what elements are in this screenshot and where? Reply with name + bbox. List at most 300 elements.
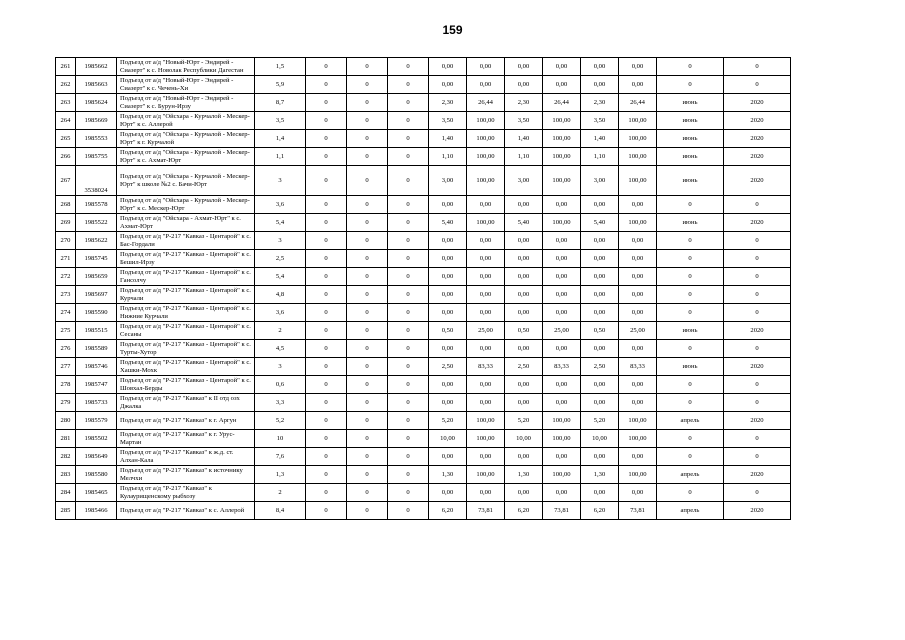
year-col-cell: 0	[724, 58, 791, 76]
road-code-cell: 1985622	[76, 232, 117, 250]
value-col-7-cell: 0	[388, 340, 429, 358]
value-col-6-cell: 0	[347, 268, 388, 286]
percent-col-9-cell: 0,00	[467, 394, 505, 412]
length-km-cell: 1,4	[255, 130, 306, 148]
value-col-7-cell: 0	[388, 112, 429, 130]
value-col-6-cell: 0	[347, 484, 388, 502]
percent-col-11-cell: 0,00	[543, 232, 581, 250]
road-name-cell: Подъезд от а/д "Р-217 "Кавказ - Центарой" к с. Бас-Гордали	[117, 232, 255, 250]
value-col-10-cell: 0,00	[505, 448, 543, 466]
table-row	[56, 58, 791, 76]
road-name-cell: Подъезд от а/д "Ойсхара - Курчалой - Мескер-Юрт" к с. Ахмат-Юрт	[117, 148, 255, 166]
length-km-cell: 1,1	[255, 148, 306, 166]
year-col-cell: 2020	[724, 322, 791, 340]
value-col-8-cell: 10,00	[429, 430, 467, 448]
value-col-12-cell: 0,00	[581, 448, 619, 466]
value-col-5-cell: 0	[306, 286, 347, 304]
year-col-cell: 2020	[724, 412, 791, 430]
road-name-cell: Подъезд от а/д "Р-217 "Кавказ" к г. Аргун	[117, 412, 255, 430]
value-col-8-cell: 0,00	[429, 250, 467, 268]
percent-col-11-cell: 0,00	[543, 304, 581, 322]
value-col-6-cell: 0	[347, 502, 388, 520]
percent-col-9-cell: 0,00	[467, 448, 505, 466]
percent-col-13-cell: 0,00	[619, 448, 657, 466]
value-col-8-cell: 0,00	[429, 232, 467, 250]
value-col-8-cell: 0,00	[429, 394, 467, 412]
value-col-7-cell: 0	[388, 484, 429, 502]
row-number-cell: 275	[56, 322, 76, 340]
month-col-cell: 0	[657, 76, 724, 94]
percent-col-13-cell: 0,00	[619, 394, 657, 412]
value-col-12-cell: 0,00	[581, 58, 619, 76]
road-name-cell: Подъезд от а/д "Р-217 "Кавказ" к II отд озх Джалка	[117, 394, 255, 412]
year-col-cell: 0	[724, 430, 791, 448]
table-row	[56, 196, 791, 214]
road-name-cell: Подъезд от а/д "Р-217 "Кавказ" к ж.д. ст. Алхан-Кала	[117, 448, 255, 466]
road-name-cell: Подъезд от а/д "Р-217 "Кавказ - Центарой" к с. Курчали	[117, 286, 255, 304]
row-number-cell: 283	[56, 466, 76, 484]
value-col-5-cell: 0	[306, 322, 347, 340]
percent-col-13-cell: 0,00	[619, 304, 657, 322]
road-code-cell: 1985663	[76, 76, 117, 94]
percent-col-9-cell: 0,00	[467, 76, 505, 94]
year-col-cell: 2020	[724, 112, 791, 130]
percent-col-9-cell: 100,00	[467, 466, 505, 484]
road-code-cell: 1985466	[76, 502, 117, 520]
length-km-cell: 3,6	[255, 304, 306, 322]
value-col-6-cell: 0	[347, 232, 388, 250]
row-number-cell: 261	[56, 58, 76, 76]
value-col-7-cell: 0	[388, 58, 429, 76]
length-km-cell: 2,5	[255, 250, 306, 268]
road-code-cell: 1985745	[76, 250, 117, 268]
road-name-cell: Подъезд от а/д "Ойсхара - Курчалой - Мескер-Юрт" к с. Мескер-Юрт	[117, 196, 255, 214]
value-col-10-cell: 0,00	[505, 196, 543, 214]
value-col-7-cell: 0	[388, 250, 429, 268]
percent-col-9-cell: 0,00	[467, 286, 505, 304]
value-col-7-cell: 0	[388, 94, 429, 112]
value-col-6-cell: 0	[347, 196, 388, 214]
month-col-cell: 0	[657, 394, 724, 412]
table-row	[56, 304, 791, 322]
percent-col-9-cell: 0,00	[467, 376, 505, 394]
value-col-8-cell: 3,00	[429, 166, 467, 196]
year-col-cell: 0	[724, 340, 791, 358]
month-col-cell: 0	[657, 430, 724, 448]
row-number-cell: 278	[56, 376, 76, 394]
value-col-10-cell: 0,00	[505, 250, 543, 268]
table-row	[56, 214, 791, 232]
road-name-cell: Подъезд от а/д "Р-217 "Кавказ - Центарой" к с. Гансолчу	[117, 268, 255, 286]
percent-col-9-cell: 100,00	[467, 148, 505, 166]
length-km-cell: 3	[255, 232, 306, 250]
year-col-cell: 0	[724, 286, 791, 304]
table-row	[56, 322, 791, 340]
length-km-cell: 1,5	[255, 58, 306, 76]
length-km-cell: 8,4	[255, 502, 306, 520]
value-col-10-cell: 2,30	[505, 94, 543, 112]
value-col-6-cell: 0	[347, 166, 388, 196]
percent-col-13-cell: 73,81	[619, 502, 657, 520]
month-col-cell: апрель	[657, 466, 724, 484]
road-code-cell: 1985746	[76, 358, 117, 376]
row-number-cell: 272	[56, 268, 76, 286]
value-col-6-cell: 0	[347, 130, 388, 148]
value-col-7-cell: 0	[388, 466, 429, 484]
road-code-cell: 1985733	[76, 394, 117, 412]
value-col-12-cell: 1,10	[581, 148, 619, 166]
length-km-cell: 5,9	[255, 76, 306, 94]
percent-col-11-cell: 100,00	[543, 166, 581, 196]
value-col-12-cell: 5,20	[581, 412, 619, 430]
value-col-12-cell: 0,00	[581, 196, 619, 214]
road-name-cell: Подъезд от а/д "Р-217 "Кавказ - Центарой" к с. Сесаны	[117, 322, 255, 340]
month-col-cell: 0	[657, 268, 724, 286]
month-col-cell: июнь	[657, 322, 724, 340]
value-col-5-cell: 0	[306, 148, 347, 166]
percent-col-9-cell: 100,00	[467, 166, 505, 196]
value-col-5-cell: 0	[306, 214, 347, 232]
percent-col-9-cell: 83,33	[467, 358, 505, 376]
length-km-cell: 1,3	[255, 466, 306, 484]
value-col-6-cell: 0	[347, 214, 388, 232]
value-col-10-cell: 0,00	[505, 376, 543, 394]
month-col-cell: июнь	[657, 358, 724, 376]
value-col-7-cell: 0	[388, 196, 429, 214]
value-col-5-cell: 0	[306, 412, 347, 430]
road-name-cell: Подъезд от а/д "Р-217 "Кавказ" к г. Урус-Мартан	[117, 430, 255, 448]
month-col-cell: июнь	[657, 112, 724, 130]
value-col-8-cell: 1,10	[429, 148, 467, 166]
percent-col-13-cell: 25,00	[619, 322, 657, 340]
road-name-cell: Подъезд от а/д "Ойсхара - Курчалой - Мескер-Юрт" к г. Курчалой	[117, 130, 255, 148]
percent-col-9-cell: 25,00	[467, 322, 505, 340]
value-col-7-cell: 0	[388, 412, 429, 430]
value-col-6-cell: 0	[347, 148, 388, 166]
row-number-cell: 273	[56, 286, 76, 304]
percent-col-13-cell: 100,00	[619, 148, 657, 166]
value-col-6-cell: 0	[347, 430, 388, 448]
road-name-cell: Подъезд от а/д "Р-217 "Кавказ" к с. Аллерой	[117, 502, 255, 520]
row-number-cell: 270	[56, 232, 76, 250]
value-col-7-cell: 0	[388, 448, 429, 466]
table-row	[56, 94, 791, 112]
value-col-8-cell: 2,30	[429, 94, 467, 112]
year-col-cell: 2020	[724, 130, 791, 148]
road-code-cell: 1985578	[76, 196, 117, 214]
percent-col-13-cell: 100,00	[619, 112, 657, 130]
month-col-cell: июнь	[657, 148, 724, 166]
road-code-cell: 1985502	[76, 430, 117, 448]
length-km-cell: 10	[255, 430, 306, 448]
month-col-cell: 0	[657, 340, 724, 358]
value-col-12-cell: 0,00	[581, 340, 619, 358]
month-col-cell: 0	[657, 484, 724, 502]
percent-col-13-cell: 100,00	[619, 466, 657, 484]
value-col-10-cell: 2,50	[505, 358, 543, 376]
value-col-10-cell: 1,30	[505, 466, 543, 484]
value-col-10-cell: 0,00	[505, 268, 543, 286]
value-col-7-cell: 0	[388, 232, 429, 250]
percent-col-13-cell: 0,00	[619, 232, 657, 250]
year-col-cell: 2020	[724, 148, 791, 166]
value-col-8-cell: 0,00	[429, 304, 467, 322]
road-code-cell: 1985649	[76, 448, 117, 466]
value-col-12-cell: 0,00	[581, 394, 619, 412]
percent-col-9-cell: 0,00	[467, 304, 505, 322]
percent-col-11-cell: 73,81	[543, 502, 581, 520]
road-code-cell: 1985659	[76, 268, 117, 286]
percent-col-11-cell: 100,00	[543, 148, 581, 166]
value-col-12-cell: 0,50	[581, 322, 619, 340]
table-body	[56, 58, 791, 520]
value-col-12-cell: 3,00	[581, 166, 619, 196]
value-col-8-cell: 0,00	[429, 196, 467, 214]
percent-col-13-cell: 0,00	[619, 76, 657, 94]
year-col-cell: 0	[724, 376, 791, 394]
value-col-12-cell: 1,40	[581, 130, 619, 148]
road-name-cell: Подъезд от а/д "Р-217 "Кавказ - Центарой" к с. Бешил-Ирзу	[117, 250, 255, 268]
value-col-8-cell: 1,30	[429, 466, 467, 484]
value-col-10-cell: 0,00	[505, 232, 543, 250]
value-col-12-cell: 0,00	[581, 250, 619, 268]
percent-col-9-cell: 0,00	[467, 232, 505, 250]
length-km-cell: 3,5	[255, 112, 306, 130]
value-col-6-cell: 0	[347, 58, 388, 76]
value-col-6-cell: 0	[347, 76, 388, 94]
length-km-cell: 2	[255, 322, 306, 340]
percent-col-11-cell: 100,00	[543, 430, 581, 448]
road-code-cell: 1985553	[76, 130, 117, 148]
percent-col-13-cell: 0,00	[619, 340, 657, 358]
year-col-cell: 0	[724, 196, 791, 214]
percent-col-11-cell: 25,00	[543, 322, 581, 340]
value-col-8-cell: 5,20	[429, 412, 467, 430]
value-col-12-cell: 0,00	[581, 232, 619, 250]
road-name-cell: Подъезд от а/д "Новый-Юрт - Эндирей - Сиазерт" к с. Бурун-Ирзу	[117, 94, 255, 112]
value-col-7-cell: 0	[388, 214, 429, 232]
percent-col-9-cell: 26,44	[467, 94, 505, 112]
value-col-5-cell: 0	[306, 166, 347, 196]
road-code-cell: 1985755	[76, 148, 117, 166]
row-number-cell: 276	[56, 340, 76, 358]
percent-col-11-cell: 0,00	[543, 268, 581, 286]
table-row	[56, 130, 791, 148]
table-row	[56, 394, 791, 412]
value-col-5-cell: 0	[306, 484, 347, 502]
value-col-5-cell: 0	[306, 250, 347, 268]
row-number-cell: 268	[56, 196, 76, 214]
value-col-12-cell: 2,50	[581, 358, 619, 376]
value-col-7-cell: 0	[388, 358, 429, 376]
table-row	[56, 340, 791, 358]
value-col-10-cell: 0,50	[505, 322, 543, 340]
percent-col-9-cell: 100,00	[467, 430, 505, 448]
percent-col-11-cell: 0,00	[543, 76, 581, 94]
value-col-6-cell: 0	[347, 394, 388, 412]
percent-col-9-cell: 0,00	[467, 58, 505, 76]
value-col-7-cell: 0	[388, 130, 429, 148]
value-col-5-cell: 0	[306, 232, 347, 250]
value-col-8-cell: 0,00	[429, 268, 467, 286]
value-col-8-cell: 0,00	[429, 484, 467, 502]
percent-col-9-cell: 0,00	[467, 250, 505, 268]
row-number-cell: 280	[56, 412, 76, 430]
percent-col-11-cell: 100,00	[543, 466, 581, 484]
value-col-5-cell: 0	[306, 502, 347, 520]
table-row	[56, 430, 791, 448]
road-name-cell: Подъезд от а/д "Р-217 "Кавказ - Центарой" к с. Хашки-Мохк	[117, 358, 255, 376]
value-col-8-cell: 0,00	[429, 286, 467, 304]
month-col-cell: апрель	[657, 412, 724, 430]
length-km-cell: 7,6	[255, 448, 306, 466]
percent-col-9-cell: 100,00	[467, 130, 505, 148]
road-name-cell: Подъезд от а/д "Новый-Юрт - Эндирей - Сиазерт" к с. Чечень-Хи	[117, 76, 255, 94]
value-col-5-cell: 0	[306, 394, 347, 412]
table-row	[56, 76, 791, 94]
value-col-7-cell: 0	[388, 394, 429, 412]
row-number-cell: 263	[56, 94, 76, 112]
length-km-cell: 0,6	[255, 376, 306, 394]
table-row	[56, 268, 791, 286]
value-col-8-cell: 0,00	[429, 58, 467, 76]
length-km-cell: 5,2	[255, 412, 306, 430]
year-col-cell: 2020	[724, 502, 791, 520]
row-number-cell: 269	[56, 214, 76, 232]
value-col-6-cell: 0	[347, 94, 388, 112]
year-col-cell: 2020	[724, 466, 791, 484]
percent-col-9-cell: 0,00	[467, 196, 505, 214]
percent-col-11-cell: 26,44	[543, 94, 581, 112]
percent-col-13-cell: 100,00	[619, 130, 657, 148]
road-name-cell: Подъезд от а/д "Ойсхара - Курчалой - Мескер-Юрт" к с. Аллерой	[117, 112, 255, 130]
year-col-cell: 0	[724, 268, 791, 286]
row-number-cell: 277	[56, 358, 76, 376]
row-number-cell: 271	[56, 250, 76, 268]
value-col-5-cell: 0	[306, 430, 347, 448]
length-km-cell: 4,8	[255, 286, 306, 304]
table-row	[56, 232, 791, 250]
table-row	[56, 250, 791, 268]
value-col-5-cell: 0	[306, 94, 347, 112]
value-col-12-cell: 5,40	[581, 214, 619, 232]
month-col-cell: июнь	[657, 166, 724, 196]
road-name-cell: Подъезд от а/д "Новый-Юрт - Эндирей - Сиазерт" к с. Новолак Республики Дагестан	[117, 58, 255, 76]
value-col-5-cell: 0	[306, 304, 347, 322]
value-col-5-cell: 0	[306, 196, 347, 214]
row-number-cell: 284	[56, 484, 76, 502]
row-number-cell: 265	[56, 130, 76, 148]
value-col-12-cell: 0,00	[581, 286, 619, 304]
percent-col-11-cell: 0,00	[543, 394, 581, 412]
percent-col-11-cell: 0,00	[543, 448, 581, 466]
month-col-cell: апрель	[657, 502, 724, 520]
percent-col-13-cell: 26,44	[619, 94, 657, 112]
percent-col-13-cell: 0,00	[619, 196, 657, 214]
month-col-cell: 0	[657, 58, 724, 76]
percent-col-9-cell: 100,00	[467, 412, 505, 430]
row-number-cell: 285	[56, 502, 76, 520]
year-col-cell: 2020	[724, 166, 791, 196]
value-col-8-cell: 0,00	[429, 76, 467, 94]
value-col-7-cell: 0	[388, 430, 429, 448]
value-col-5-cell: 0	[306, 448, 347, 466]
row-number-cell: 274	[56, 304, 76, 322]
value-col-10-cell: 0,00	[505, 58, 543, 76]
row-number-cell: 282	[56, 448, 76, 466]
value-col-8-cell: 0,00	[429, 448, 467, 466]
length-km-cell: 3,3	[255, 394, 306, 412]
row-number-cell: 262	[56, 76, 76, 94]
row-number-cell: 264	[56, 112, 76, 130]
value-col-12-cell: 0,00	[581, 304, 619, 322]
value-col-7-cell: 0	[388, 76, 429, 94]
road-name-cell: Подъезд от а/д "Р-217 "Кавказ" к источнику Мелчхи	[117, 466, 255, 484]
value-col-12-cell: 3,50	[581, 112, 619, 130]
value-col-5-cell: 0	[306, 358, 347, 376]
value-col-6-cell: 0	[347, 376, 388, 394]
value-col-6-cell: 0	[347, 448, 388, 466]
value-col-5-cell: 0	[306, 112, 347, 130]
value-col-6-cell: 0	[347, 412, 388, 430]
row-number-cell: 279	[56, 394, 76, 412]
value-col-12-cell: 10,00	[581, 430, 619, 448]
value-col-10-cell: 5,40	[505, 214, 543, 232]
value-col-6-cell: 0	[347, 250, 388, 268]
road-code-cell: 1985747	[76, 376, 117, 394]
table-row	[56, 502, 791, 520]
length-km-cell: 2	[255, 484, 306, 502]
length-km-cell: 5,4	[255, 268, 306, 286]
road-code-cell: 3538024	[76, 166, 117, 196]
value-col-6-cell: 0	[347, 340, 388, 358]
percent-col-13-cell: 0,00	[619, 250, 657, 268]
value-col-6-cell: 0	[347, 304, 388, 322]
value-col-6-cell: 0	[347, 286, 388, 304]
percent-col-9-cell: 73,81	[467, 502, 505, 520]
value-col-7-cell: 0	[388, 166, 429, 196]
value-col-7-cell: 0	[388, 322, 429, 340]
percent-col-13-cell: 0,00	[619, 268, 657, 286]
value-col-12-cell: 6,20	[581, 502, 619, 520]
value-col-10-cell: 0,00	[505, 76, 543, 94]
value-col-10-cell: 3,50	[505, 112, 543, 130]
road-name-cell: Подъезд от а/д "Р-217 "Кавказ" к Кулаурищенскому рыбхозу	[117, 484, 255, 502]
month-col-cell: 0	[657, 232, 724, 250]
value-col-7-cell: 0	[388, 376, 429, 394]
value-col-8-cell: 6,20	[429, 502, 467, 520]
value-col-8-cell: 0,50	[429, 322, 467, 340]
table-row	[56, 358, 791, 376]
value-col-10-cell: 0,00	[505, 304, 543, 322]
table-row	[56, 466, 791, 484]
percent-col-11-cell: 0,00	[543, 286, 581, 304]
value-col-12-cell: 2,30	[581, 94, 619, 112]
value-col-6-cell: 0	[347, 358, 388, 376]
percent-col-9-cell: 100,00	[467, 112, 505, 130]
value-col-5-cell: 0	[306, 466, 347, 484]
road-name-cell: Подъезд от а/д "Ойсхара - Курчалой - Мескер-Юрт" к школе №2 с. Бачи-Юрт	[117, 166, 255, 196]
percent-col-9-cell: 0,00	[467, 484, 505, 502]
month-col-cell: 0	[657, 448, 724, 466]
value-col-12-cell: 0,00	[581, 268, 619, 286]
value-col-7-cell: 0	[388, 286, 429, 304]
value-col-5-cell: 0	[306, 340, 347, 358]
table-row	[56, 286, 791, 304]
percent-col-11-cell: 100,00	[543, 130, 581, 148]
value-col-5-cell: 0	[306, 376, 347, 394]
length-km-cell: 4,5	[255, 340, 306, 358]
